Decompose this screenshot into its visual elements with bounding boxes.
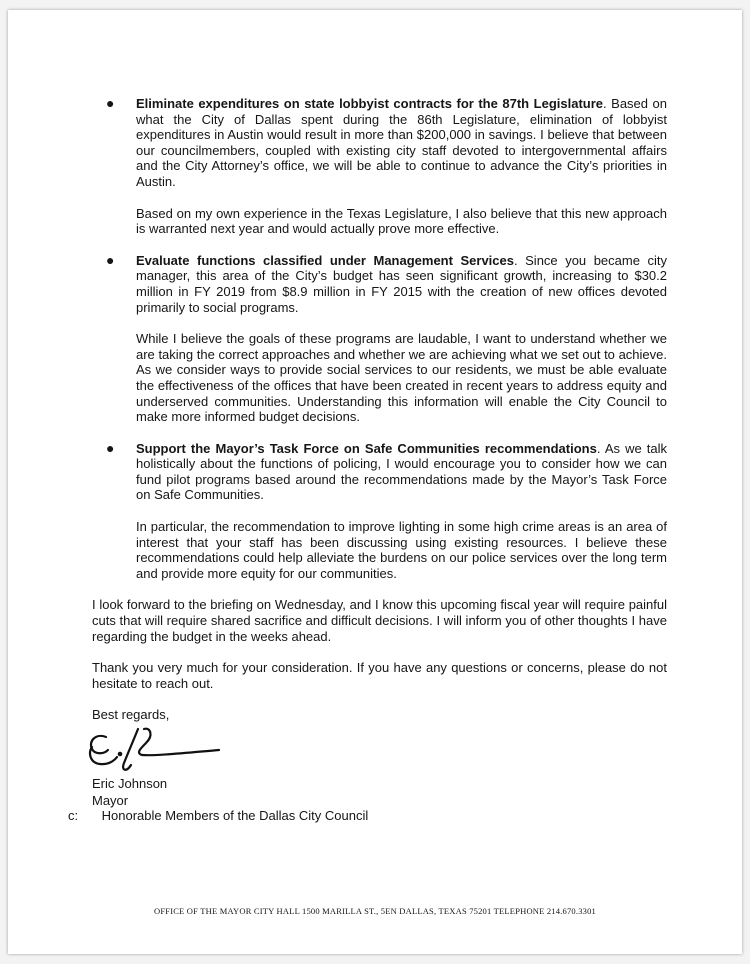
bullet-paragraph: [136, 253, 667, 315]
bullet-text: . Since you became city manager, this area of the City’s budget has seen significant growth, increasing to $30.2 million in FY 2019 from $8.9 million in FY 2015 with the creation of new offices devoted primarily to social programs.: [136, 252, 667, 315]
bullet-paragraph: [136, 441, 667, 503]
bullet-heading: Support the Mayor’s Task Force on Safe Communities recommendations: [136, 440, 597, 456]
cc-label: c:: [68, 808, 79, 823]
bullet-text: . As we talk holistically about the functions of policing, I would encourage you to consider how we can fund pilot programs based around the recommendations made by the Mayor’s Task Force on Safe Communities.: [136, 440, 668, 503]
paragraph-thanks: Thank you very much for your consideration. If you have any questions or concerns, please do not hesitate to reach out.: [92, 660, 667, 691]
bullet-dot: ●: [106, 95, 115, 111]
bullet-followup: In particular, the recommendation to improve lighting in some high crime areas is an area of interest that your staff has been discussing using existing resources. I believe these recommendations could help alleviate the burdens on our police services over the long term and provide more equity for our communities.: [136, 519, 667, 581]
bullet-text: . Based on what the City of Dallas spent during the 86th Legislature, elimination of lobbyist expenditures in Austin would result in more than $200,000 in savings. I believe that between our councilmembers, coupled with existing city staff devoted to intergovernmental affairs and the City Attorney’s office, we will be able to continue to advance the City’s priorities in Austin.: [136, 96, 667, 189]
closing-salutation: Best regards,: [92, 707, 170, 723]
bullet-followup: While I believe the goals of these programs are laudable, I want to understand whether we are taking the correct approaches and whether we are achieving what we set out to achieve. As we consider ways to provide social services to our residents, we must be able evaluate the effectiveness of the offices that have been created in recent years to address equity and underserved communities. Understanding this information will enable the City Council to make more informed budget decisions.: [136, 331, 667, 425]
handwritten-signature-image: [84, 723, 234, 775]
bullet-followup: Based on my own experience in the Texas Legislature, I also believe that this new approach is warranted next year and would actually prove more effective.: [136, 205, 667, 237]
signer-name: Eric Johnson: [92, 776, 168, 791]
cc-line: [68, 808, 368, 823]
letter-body: [92, 96, 667, 809]
bullet-heading: Eliminate expenditures on state lobbyist contracts for the 87th Legislature: [136, 96, 603, 111]
bullet-item-task-force: [92, 441, 667, 503]
bullet-dot: ●: [106, 251, 115, 268]
bullet-item-management-services: [92, 253, 667, 315]
letterhead-footer: OFFICE OF THE MAYOR CITY HALL 1500 MARILLA ST., 5EN DALLAS, TEXAS 75201 TELEPHONE 214.670.3301: [154, 906, 596, 916]
bullet-heading: Evaluate functions classified under Management Services: [136, 252, 514, 268]
bullet-dot: ●: [106, 439, 115, 456]
paragraph-forward: I look forward to the briefing on Wednesday, and I know this upcoming fiscal year will require painful cuts that will require shared sacrifice and difficult decisions. I will inform you of other thoughts I have regarding the budget in the weeks ahead.: [92, 597, 667, 644]
cc-recipients: Honorable Members of the Dallas City Council: [101, 808, 369, 823]
signature: [92, 729, 667, 773]
bullet-item-lobbyist: [92, 96, 667, 190]
letter-page: [8, 10, 742, 954]
bullet-paragraph: [136, 96, 667, 190]
signer-title: Mayor: [92, 793, 129, 808]
